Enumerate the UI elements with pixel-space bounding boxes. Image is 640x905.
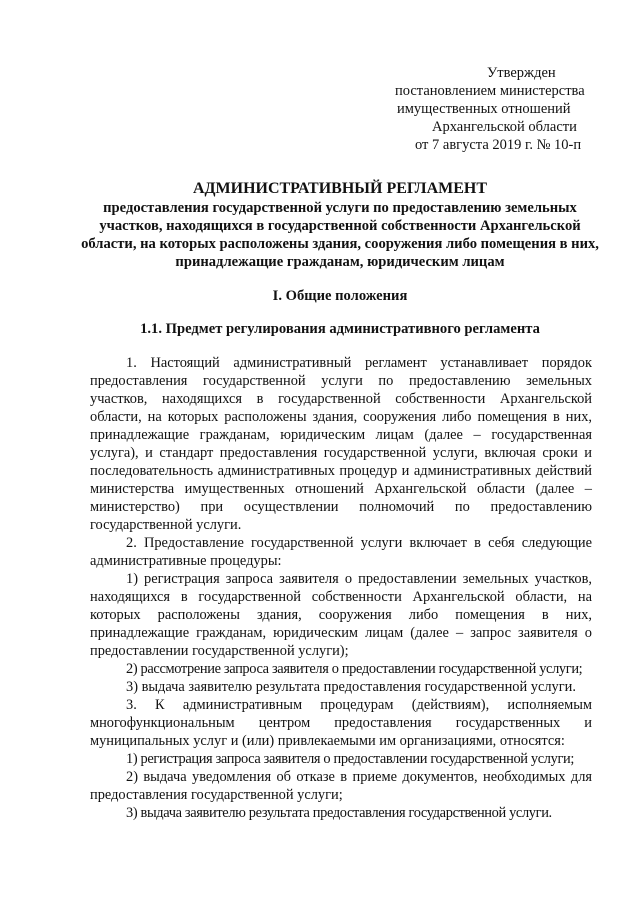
document-body (90, 354, 592, 822)
list-item: 3) выдача заявителю результата предоставления государственной услуги. (126, 805, 552, 821)
document-title-block (80, 180, 600, 271)
approval-line: Утвержден (487, 65, 556, 81)
approval-line: Архангельской области (432, 119, 577, 135)
document-title: АДМИНИСТРАТИВНЫЙ РЕГЛАМЕНТ (192, 180, 488, 197)
subsection-heading: 1.1. Предмет регулирования административного регламента (140, 321, 540, 337)
approval-line: имущественных отношений (397, 101, 571, 117)
list-item: 3) выдача заявителю результата предоставления государственной услуги. (126, 679, 576, 695)
list-item: 1) регистрация запроса заявителя о предоставлении государственной услуги; (126, 751, 575, 767)
document-subtitle: предоставления государственной услуги по предоставлению земельных участков, находящихся в государственной собственности Архангельской области, на которых расположены здания, сооружения либо помещения в них, принадлежащие гражданам, юридическим лицам (81, 200, 599, 270)
list-item: 1) регистрация запроса заявителя о предоставлении земельных участков, находящихся в государственной собственности Архангельской области, на которых расположены здания, сооружения либо помещения в них, принадлежащие гражданам, юридическим лицам (далее – запрос заявителя о предоставлении государственной услуги); (90, 571, 592, 659)
list-item: 2) выдача уведомления об отказе в приеме документов, необходимых для предоставления государственной услуги; (90, 769, 592, 803)
paragraph: 3. К административным процедурам (действиям), исполняемым многофункциональным центром предоставления государственных и муниципальных услуг и (или) привлекаемыми им организациями, относятся: (90, 697, 592, 749)
paragraph: 2. Предоставление государственной услуги включает в себя следующие административные процедуры: (90, 535, 592, 569)
section-heading: I. Общие положения (272, 288, 408, 304)
list-item: 2) рассмотрение запроса заявителя о предоставлении государственной услуги; (126, 661, 583, 677)
paragraph: 1. Настоящий административный регламент устанавливает порядок предоставления государственной услуги по предоставлению земельных участков, находящихся в государственной собственности Архангельской области, на которых расположены здания, сооружения либо помещения в них, принадлежащие гражданам, юридическим лицам (далее – государственная услуга), и стандарт предоставления государственной услуги, включая сроки и последовательность административных процедур и административных действий министерства имущественных отношений Архангельской области (далее – министерство) при осуществлении полномочий по предоставлению государственной услуги. (90, 355, 592, 533)
approval-stamp (395, 64, 605, 154)
approval-line: постановлением министерства (395, 83, 585, 99)
approval-date-line: от 7 августа 2019 г. № 10-п (415, 137, 582, 153)
